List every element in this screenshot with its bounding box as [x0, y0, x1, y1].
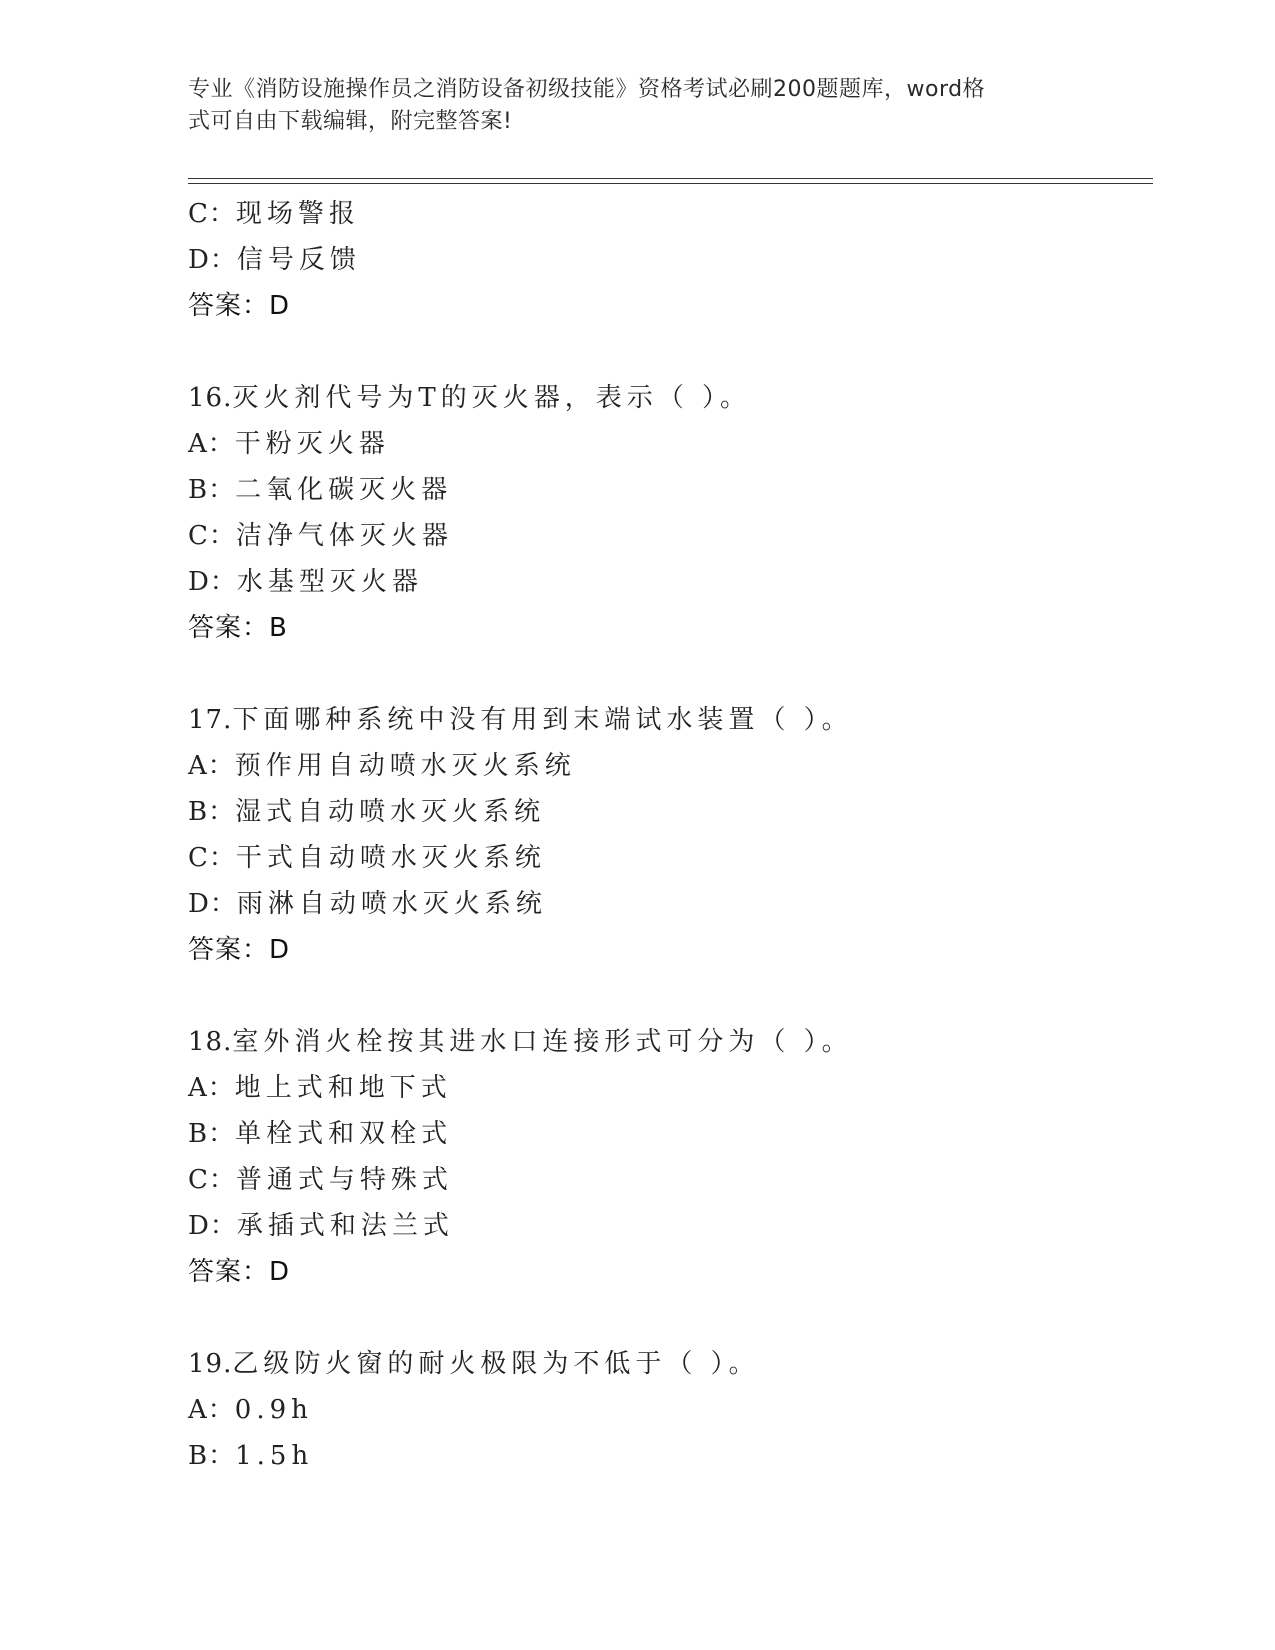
option-c — [188, 191, 1153, 237]
option-text: 洁净气体灭火器 — [235, 521, 453, 551]
answer-line: 答案：D — [188, 1257, 291, 1287]
spacer — [188, 651, 1153, 697]
option-prefix: C： — [188, 843, 236, 873]
option-text: 1.5h — [235, 1441, 314, 1471]
option-prefix: D： — [188, 889, 237, 919]
question-text: 下面哪种系统中没有用到末端试水装置（ ）。 — [232, 705, 853, 735]
option-text: 0.9h — [234, 1395, 313, 1425]
question-stem — [188, 1019, 1153, 1065]
question-number: 17. — [188, 705, 233, 735]
option-b — [188, 467, 1153, 513]
question-stem — [188, 1341, 1153, 1387]
option-prefix: B： — [188, 475, 236, 505]
option-prefix: B： — [188, 797, 236, 827]
option-prefix: A： — [188, 1395, 235, 1425]
option-prefix: A： — [188, 1073, 235, 1103]
option-text: 普通式与特殊式 — [235, 1165, 453, 1195]
option-text: 地上式和地下式 — [234, 1073, 452, 1103]
option-text: 水基型灭火器 — [236, 567, 423, 597]
option-prefix: C： — [188, 521, 236, 551]
option-text: 承插式和法兰式 — [236, 1211, 454, 1241]
answer-line: 答案：D — [188, 935, 291, 965]
option-text: 干式自动喷水灭火系统 — [235, 843, 546, 873]
option-prefix: A： — [188, 429, 235, 459]
option-prefix: B： — [188, 1441, 236, 1471]
option-text: 信号反馈 — [236, 245, 361, 275]
question-17 — [188, 697, 1153, 973]
spacer — [188, 973, 1153, 1019]
option-a — [188, 1387, 1153, 1433]
question-16 — [188, 375, 1153, 651]
answer-line: 答案：D — [188, 291, 291, 321]
option-d — [188, 237, 1153, 283]
option-prefix: D： — [188, 1211, 237, 1241]
question-list — [188, 191, 1153, 1479]
option-prefix: D： — [188, 245, 237, 275]
question-partial — [188, 191, 1153, 329]
question-stem — [188, 375, 1153, 421]
spacer — [188, 329, 1153, 375]
option-prefix: B： — [188, 1119, 236, 1149]
option-text: 预作用自动喷水灭火系统 — [234, 751, 576, 781]
header-line-2: 式可自由下载编辑，附完整答案! — [188, 109, 513, 134]
option-prefix: A： — [188, 751, 235, 781]
question-text: 室外消火栓按其进水口连接形式可分为（ ）。 — [232, 1027, 853, 1057]
question-number: 19. — [188, 1349, 233, 1379]
option-c — [188, 835, 1153, 881]
option-text: 单栓式和双栓式 — [235, 1119, 453, 1149]
question-number: 18. — [188, 1027, 233, 1057]
option-c — [188, 513, 1153, 559]
option-d — [188, 559, 1153, 605]
header-divider-top — [188, 178, 1153, 179]
option-prefix: C： — [188, 1165, 236, 1195]
option-text: 二氧化碳灭火器 — [235, 475, 453, 505]
option-text: 干粉灭火器 — [234, 429, 390, 459]
option-b — [188, 1111, 1153, 1157]
option-d — [188, 881, 1153, 927]
option-prefix: C： — [188, 199, 236, 229]
option-b — [188, 1433, 1153, 1479]
option-a — [188, 1065, 1153, 1111]
option-b — [188, 789, 1153, 835]
option-d — [188, 1203, 1153, 1249]
option-c — [188, 1157, 1153, 1203]
question-text: 灭火剂代号为T的灭火器，表示（ ）。 — [232, 383, 751, 413]
spacer — [188, 1295, 1153, 1341]
option-a — [188, 421, 1153, 467]
option-text: 雨淋自动喷水灭火系统 — [236, 889, 547, 919]
answer-line: 答案：B — [188, 613, 288, 643]
header-divider-bottom — [188, 183, 1153, 184]
question-number: 16. — [188, 383, 233, 413]
question-stem — [188, 697, 1153, 743]
option-text: 现场警报 — [235, 199, 360, 229]
header-line-1: 专业《消防设施操作员之消防设备初级技能》资格考试必刷200题题库，word格 — [188, 77, 986, 102]
question-19 — [188, 1341, 1153, 1479]
document-header — [188, 74, 1068, 138]
option-text: 湿式自动喷水灭火系统 — [235, 797, 546, 827]
option-a — [188, 743, 1153, 789]
option-prefix: D： — [188, 567, 237, 597]
question-18 — [188, 1019, 1153, 1295]
question-text: 乙级防火窗的耐火极限为不低于（ ）。 — [232, 1349, 760, 1379]
